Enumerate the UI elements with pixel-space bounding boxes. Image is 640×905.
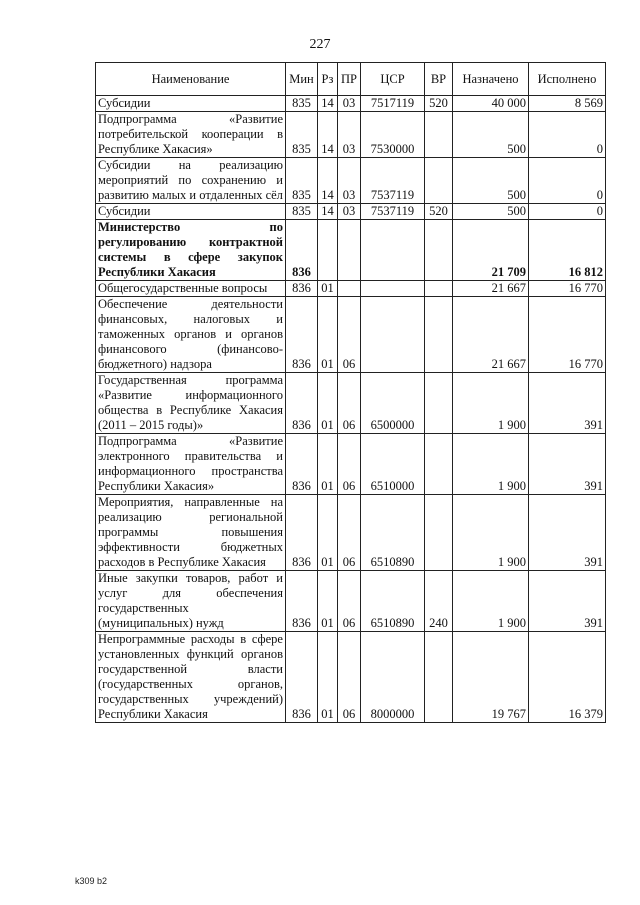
cell-pr: 03 bbox=[338, 112, 361, 158]
cell-vr: 520 bbox=[425, 96, 453, 112]
cell-executed: 8 569 bbox=[529, 96, 606, 112]
cell-csr: 7537119 bbox=[361, 158, 425, 204]
cell-rz: 01 bbox=[318, 632, 338, 723]
cell-name: Непрограммные расходы в сфере установленных функций органов государственной власти (государственных органов, государственных учреждений) Республики Хакасия bbox=[96, 632, 286, 723]
cell-executed: 391 bbox=[529, 495, 606, 571]
cell-csr: 6500000 bbox=[361, 373, 425, 434]
cell-csr: 7537119 bbox=[361, 204, 425, 220]
cell-assigned: 1 900 bbox=[453, 571, 529, 632]
cell-assigned: 1 900 bbox=[453, 373, 529, 434]
cell-rz: 14 bbox=[318, 158, 338, 204]
cell-min: 836 bbox=[286, 373, 318, 434]
cell-csr bbox=[361, 281, 425, 297]
cell-csr: 6510890 bbox=[361, 495, 425, 571]
cell-name: Государственная программа «Развитие информационного общества в Республике Хакасия (2011 – 2015 годы)» bbox=[96, 373, 286, 434]
cell-vr bbox=[425, 373, 453, 434]
cell-pr: 06 bbox=[338, 434, 361, 495]
cell-pr bbox=[338, 281, 361, 297]
cell-vr bbox=[425, 220, 453, 281]
header-csr: ЦСР bbox=[361, 63, 425, 96]
table-row bbox=[96, 434, 606, 495]
cell-min: 836 bbox=[286, 281, 318, 297]
cell-csr: 6510000 bbox=[361, 434, 425, 495]
table-row bbox=[96, 373, 606, 434]
cell-name: Подпрограмма «Развитие потребительской кооперации в Республике Хакасия» bbox=[96, 112, 286, 158]
cell-pr: 06 bbox=[338, 297, 361, 373]
cell-name: Субсидии bbox=[96, 204, 286, 220]
cell-rz: 01 bbox=[318, 434, 338, 495]
cell-assigned: 21 667 bbox=[453, 281, 529, 297]
cell-name: Иные закупки товаров, работ и услуг для обеспечения государственных (муниципальных) нужд bbox=[96, 571, 286, 632]
cell-executed: 16 379 bbox=[529, 632, 606, 723]
cell-min: 835 bbox=[286, 204, 318, 220]
cell-rz bbox=[318, 220, 338, 281]
cell-rz: 14 bbox=[318, 96, 338, 112]
cell-assigned: 21 709 bbox=[453, 220, 529, 281]
cell-min: 836 bbox=[286, 495, 318, 571]
cell-pr: 06 bbox=[338, 632, 361, 723]
table-row bbox=[96, 158, 606, 204]
table-header-row bbox=[96, 63, 606, 96]
cell-vr bbox=[425, 112, 453, 158]
cell-executed: 16 812 bbox=[529, 220, 606, 281]
cell-rz: 01 bbox=[318, 373, 338, 434]
table-row bbox=[96, 96, 606, 112]
header-assigned: Назначено bbox=[453, 63, 529, 96]
cell-vr: 520 bbox=[425, 204, 453, 220]
cell-pr bbox=[338, 220, 361, 281]
cell-pr: 06 bbox=[338, 571, 361, 632]
cell-vr bbox=[425, 434, 453, 495]
cell-assigned: 40 000 bbox=[453, 96, 529, 112]
table-row bbox=[96, 632, 606, 723]
cell-min: 836 bbox=[286, 632, 318, 723]
cell-executed: 391 bbox=[529, 434, 606, 495]
header-name: Наименование bbox=[96, 63, 286, 96]
cell-name: Министерство по регулированию контрактной системы в сфере закупок Республики Хакасия bbox=[96, 220, 286, 281]
table-row bbox=[96, 297, 606, 373]
table-row bbox=[96, 281, 606, 297]
cell-pr: 06 bbox=[338, 373, 361, 434]
footer-code: k309 b2 bbox=[75, 876, 108, 886]
cell-vr: 240 bbox=[425, 571, 453, 632]
cell-assigned: 1 900 bbox=[453, 434, 529, 495]
cell-name: Мероприятия, направленные на реализацию региональной программы повышения эффективности бюджетных расходов в Республике Хакасия bbox=[96, 495, 286, 571]
table-row bbox=[96, 220, 606, 281]
cell-assigned: 1 900 bbox=[453, 495, 529, 571]
cell-pr: 03 bbox=[338, 204, 361, 220]
cell-executed: 0 bbox=[529, 204, 606, 220]
cell-name: Обеспечение деятельности финансовых, налоговых и таможенных органов и органов финансового (финансово-бюджетного) надзора bbox=[96, 297, 286, 373]
cell-assigned: 19 767 bbox=[453, 632, 529, 723]
cell-rz: 14 bbox=[318, 204, 338, 220]
cell-assigned: 21 667 bbox=[453, 297, 529, 373]
cell-min: 836 bbox=[286, 297, 318, 373]
cell-min: 836 bbox=[286, 571, 318, 632]
cell-name: Общегосударственные вопросы bbox=[96, 281, 286, 297]
cell-rz: 01 bbox=[318, 571, 338, 632]
table-row bbox=[96, 495, 606, 571]
cell-executed: 16 770 bbox=[529, 281, 606, 297]
header-min: Мин bbox=[286, 63, 318, 96]
cell-min: 835 bbox=[286, 112, 318, 158]
table-body bbox=[96, 96, 606, 723]
header-executed: Исполнено bbox=[529, 63, 606, 96]
cell-name: Субсидии на реализацию мероприятий по сохранению и развитию малых и отдаленных сёл bbox=[96, 158, 286, 204]
cell-pr: 03 bbox=[338, 96, 361, 112]
cell-vr bbox=[425, 632, 453, 723]
table-row bbox=[96, 204, 606, 220]
header-rz: Рз bbox=[318, 63, 338, 96]
cell-executed: 0 bbox=[529, 158, 606, 204]
cell-executed: 391 bbox=[529, 373, 606, 434]
cell-rz: 01 bbox=[318, 281, 338, 297]
cell-executed: 16 770 bbox=[529, 297, 606, 373]
cell-executed: 0 bbox=[529, 112, 606, 158]
cell-min: 836 bbox=[286, 434, 318, 495]
cell-rz: 01 bbox=[318, 297, 338, 373]
cell-csr: 8000000 bbox=[361, 632, 425, 723]
cell-vr bbox=[425, 281, 453, 297]
cell-executed: 391 bbox=[529, 571, 606, 632]
cell-min: 835 bbox=[286, 158, 318, 204]
cell-csr: 7530000 bbox=[361, 112, 425, 158]
table-row bbox=[96, 112, 606, 158]
cell-min: 836 bbox=[286, 220, 318, 281]
cell-pr: 03 bbox=[338, 158, 361, 204]
cell-vr bbox=[425, 297, 453, 373]
cell-rz: 14 bbox=[318, 112, 338, 158]
cell-assigned: 500 bbox=[453, 204, 529, 220]
table-row bbox=[96, 571, 606, 632]
budget-table bbox=[95, 62, 606, 723]
cell-vr bbox=[425, 495, 453, 571]
cell-csr: 7517119 bbox=[361, 96, 425, 112]
cell-name: Субсидии bbox=[96, 96, 286, 112]
header-vr: ВР bbox=[425, 63, 453, 96]
cell-name: Подпрограмма «Развитие электронного правительства и информационного пространства Республики Хакасия» bbox=[96, 434, 286, 495]
cell-vr bbox=[425, 158, 453, 204]
cell-assigned: 500 bbox=[453, 112, 529, 158]
cell-pr: 06 bbox=[338, 495, 361, 571]
page-number: 227 bbox=[309, 37, 331, 52]
cell-min: 835 bbox=[286, 96, 318, 112]
cell-csr bbox=[361, 297, 425, 373]
cell-assigned: 500 bbox=[453, 158, 529, 204]
cell-rz: 01 bbox=[318, 495, 338, 571]
cell-csr: 6510890 bbox=[361, 571, 425, 632]
header-pr: ПР bbox=[338, 63, 361, 96]
cell-csr bbox=[361, 220, 425, 281]
